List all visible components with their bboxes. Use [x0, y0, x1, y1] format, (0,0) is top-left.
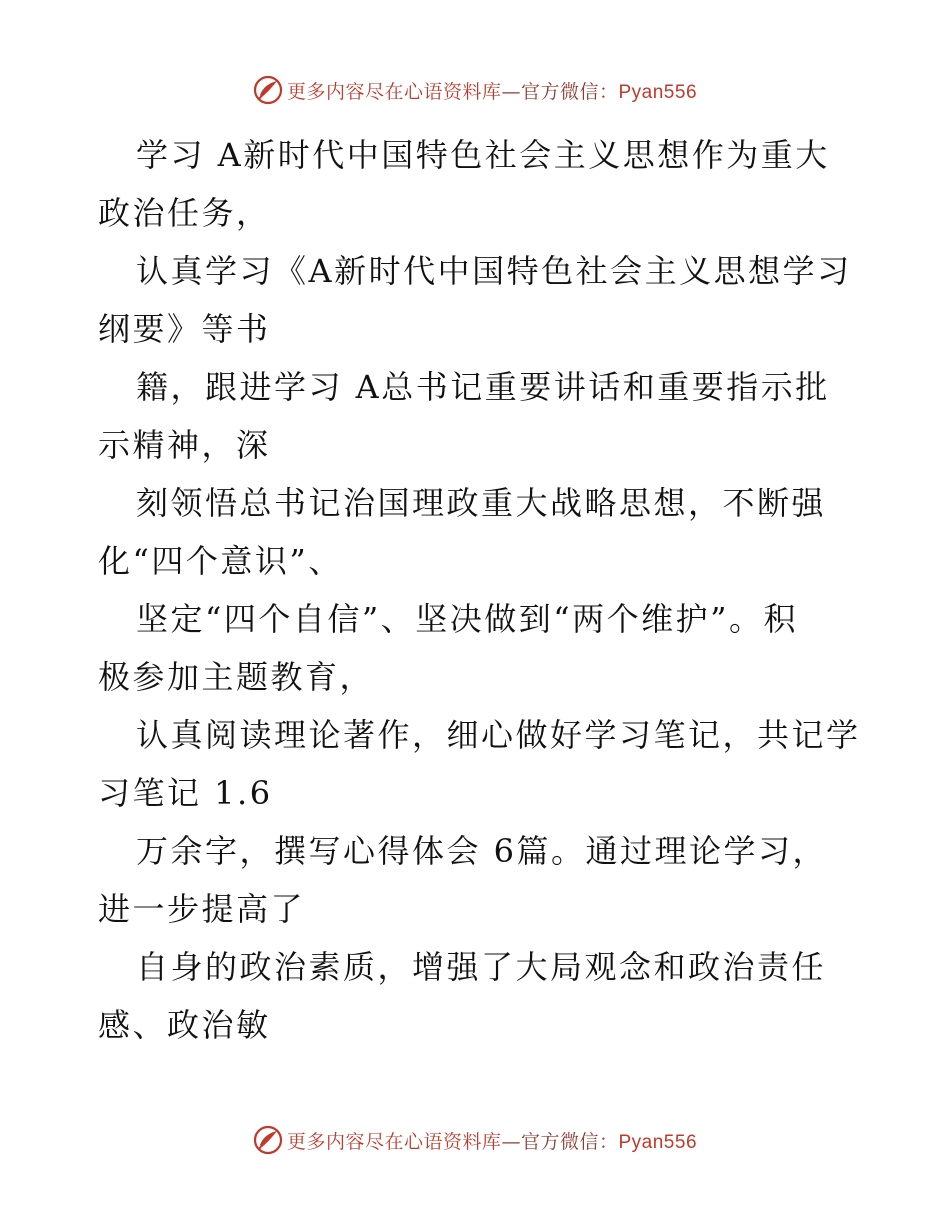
header-dash: —	[501, 80, 521, 103]
footer-text	[287, 1127, 697, 1154]
paragraph-line: 极参加主题教育，	[98, 658, 375, 696]
paragraph	[98, 358, 858, 474]
paragraph	[98, 242, 858, 358]
paragraph-line: 认真阅读理论著作，细心做好学习笔记，共记学	[136, 716, 861, 754]
paragraph-line: 认真学习《A新时代中国特色社会主义思想学习	[136, 252, 852, 290]
footer-brand-text: 更多内容尽在心语资料库	[286, 1130, 502, 1153]
pen-logo-icon	[253, 1125, 283, 1155]
paragraph	[98, 822, 858, 938]
header-text	[287, 77, 697, 104]
paragraph	[98, 938, 858, 1054]
paragraph-line: 政治任务，	[98, 194, 271, 232]
paragraph-line: 感、政治敏	[98, 1006, 271, 1044]
footer-dash: —	[501, 1130, 521, 1153]
paragraph-line: 进一步提高了	[98, 890, 306, 928]
header-brand-text: 更多内容尽在心语资料库	[286, 80, 502, 103]
paragraph-line: 万余字，撰写心得体会 6篇。通过理论学习，	[136, 832, 828, 870]
paragraph	[98, 126, 858, 242]
header-wechat-label: 官方微信：	[520, 80, 619, 103]
footer-wechat-id: Pyan556	[618, 1131, 698, 1153]
paragraph-line: 刻领悟总书记治国理政重大战略思想，不断强	[136, 484, 827, 522]
paragraph-line: 籍，跟进学习 A总书记重要讲话和重要指示批	[136, 368, 830, 406]
header-banner	[0, 70, 950, 110]
footer-banner	[0, 1120, 950, 1160]
pen-logo-icon	[253, 75, 283, 105]
paragraph-line: 化“四个意识”、	[98, 542, 343, 580]
document-body	[98, 126, 861, 1054]
header-wechat-id: Pyan556	[618, 81, 698, 103]
paragraph	[98, 706, 861, 822]
paragraph	[98, 474, 858, 590]
paragraph-line: 学习 A新时代中国特色社会主义思想作为重大	[136, 136, 830, 174]
paragraph-line: 纲要》等书	[98, 310, 271, 348]
footer-wechat-label: 官方微信：	[520, 1130, 619, 1153]
paragraph	[98, 590, 858, 706]
paragraph-line: 示精神，深	[98, 426, 271, 464]
paragraph-line: 自身的政治素质，增强了大局观念和政治责任	[136, 948, 827, 986]
paragraph-line: 习笔记 1.6	[98, 774, 273, 812]
paragraph-line: 坚定“四个自信”、坚决做到“两个维护”。积	[136, 600, 798, 638]
